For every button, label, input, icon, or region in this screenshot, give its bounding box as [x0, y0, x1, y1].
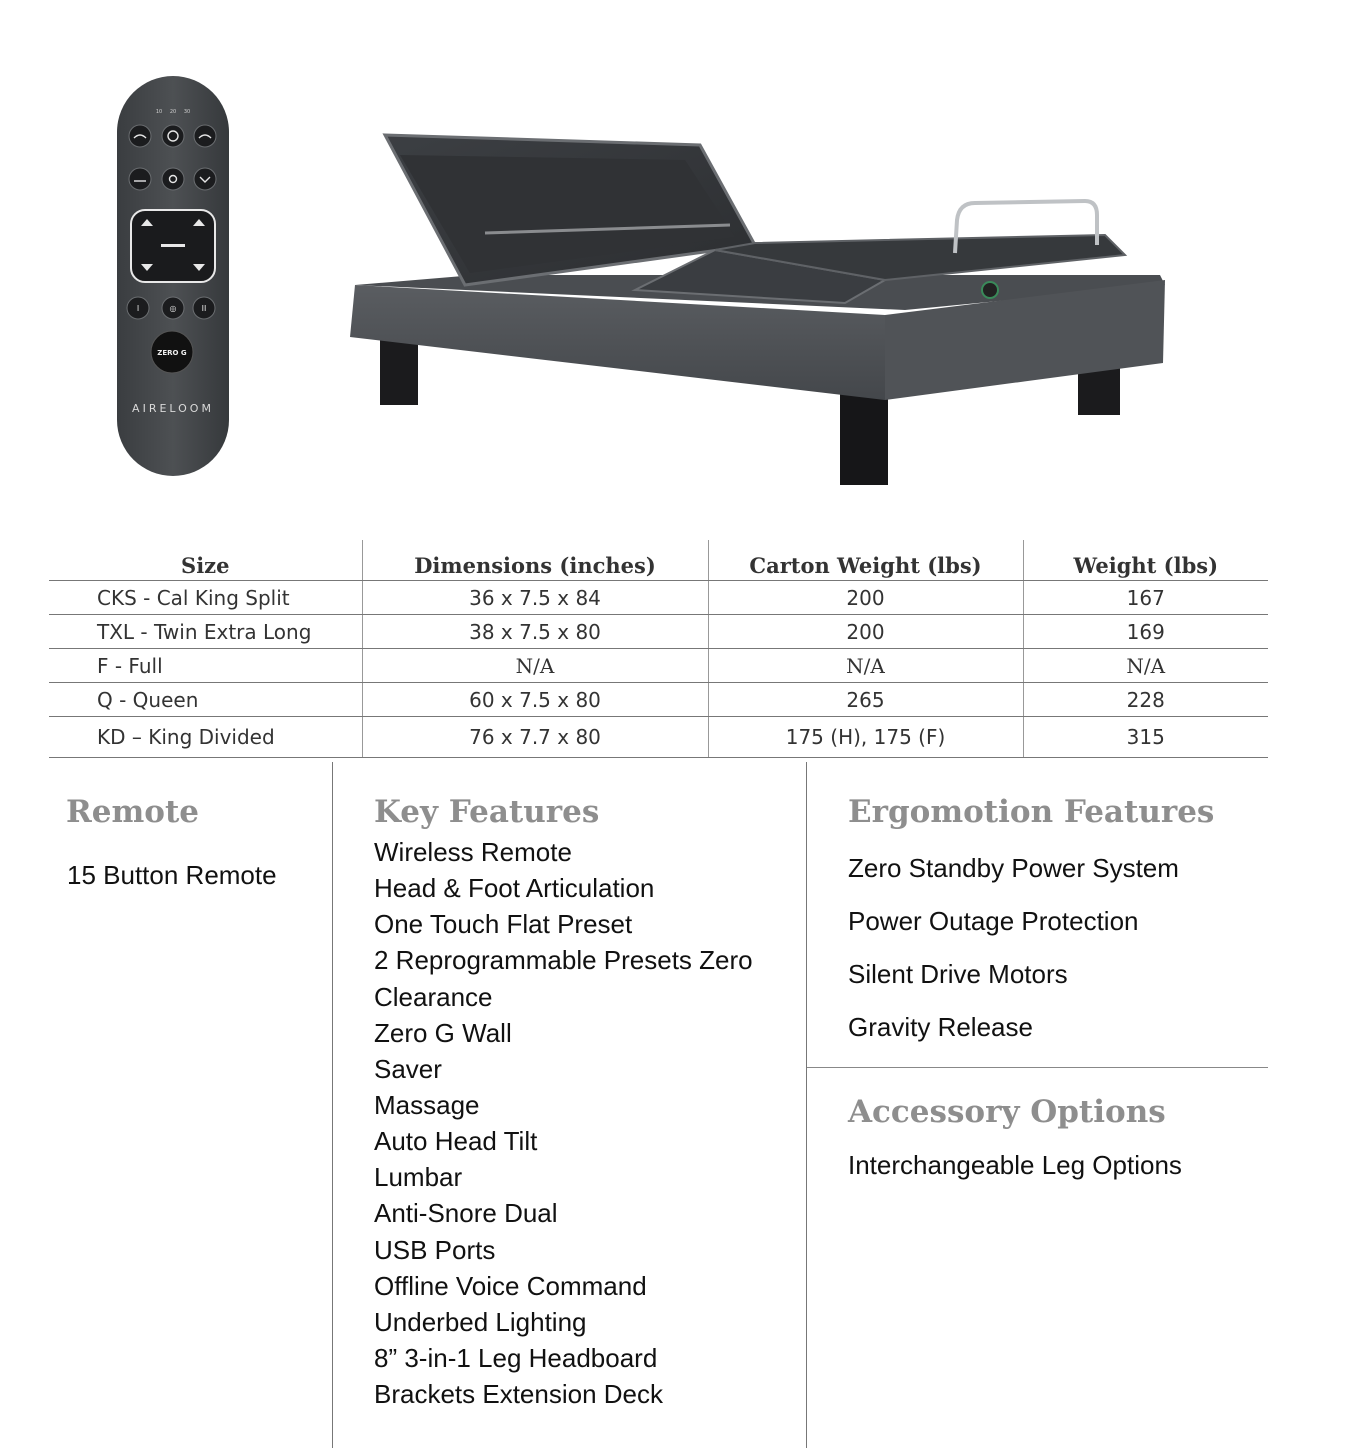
size-spec-table — [49, 540, 1268, 758]
cell-carton-weight: N/A — [708, 649, 1023, 683]
list-item: Clearance — [374, 981, 493, 1012]
list-item: Gravity Release — [848, 1012, 1033, 1042]
list-item: Saver — [374, 1053, 442, 1084]
remote-brand-logo: AIRELOOM — [132, 402, 214, 415]
list-item: Wireless Remote — [374, 837, 572, 867]
ergomotion-features-title: Ergomotion Features — [848, 794, 1215, 830]
massage-head-icon: I — [136, 304, 140, 313]
cell-size: TXL - Twin Extra Long — [49, 615, 362, 649]
cell-dimensions: 60 x 7.5 x 80 — [362, 683, 708, 717]
zero-g-label: ZERO G — [157, 349, 187, 357]
cell-dimensions: 36 x 7.5 x 84 — [362, 581, 708, 615]
list-item: One Touch Flat Preset — [374, 909, 633, 940]
cell-dimensions: 76 x 7.7 x 80 — [362, 717, 708, 758]
light-button[interactable] — [162, 168, 184, 190]
key-features-title: Key Features — [374, 794, 600, 830]
cell-size: F - Full — [49, 649, 362, 683]
accessory-options-title: Accessory Options — [848, 1094, 1166, 1130]
preset-1-button[interactable] — [129, 168, 151, 190]
cell-weight: N/A — [1023, 649, 1268, 683]
preset-2-button[interactable] — [194, 168, 216, 190]
flat-bar-icon — [161, 244, 185, 247]
header-size: Size — [49, 540, 362, 581]
list-item: Head & Foot Articulation — [374, 873, 655, 904]
divider-right — [806, 762, 807, 1448]
list-item: USB Ports — [374, 1234, 496, 1265]
cell-dimensions: 38 x 7.5 x 80 — [362, 615, 708, 649]
list-item: Underbed Lighting — [374, 1306, 587, 1337]
cell-weight: 228 — [1023, 683, 1268, 717]
cell-size: KD – King Divided — [49, 717, 362, 758]
list-item: Power Outage Protection — [848, 906, 1139, 936]
list-item: Anti-Snore Dual — [374, 1198, 558, 1229]
header-carton-weight: Carton Weight (lbs) — [708, 540, 1023, 581]
divider-accessory — [807, 1067, 1268, 1068]
timer-label-10: 10 — [155, 109, 163, 115]
list-item: Zero Standby Power System — [848, 853, 1179, 883]
list-item: Massage — [374, 1089, 480, 1120]
header-dimensions: Dimensions (inches) — [362, 540, 708, 581]
adjustable-bed-image — [345, 125, 1175, 490]
cell-size: Q - Queen — [49, 683, 362, 717]
table-row — [49, 581, 1268, 615]
list-item: Zero G Wall — [374, 1017, 512, 1048]
timer-button[interactable] — [162, 125, 184, 147]
cell-dimensions: N/A — [362, 649, 708, 683]
list-item: Lumbar — [374, 1162, 463, 1193]
massage-mode-icon: ◎ — [169, 304, 177, 313]
divider-left — [332, 762, 333, 1448]
list-item: 2 Reprogrammable Presets Zero — [374, 945, 753, 976]
timer-label-20: 20 — [169, 109, 177, 115]
cell-weight: 169 — [1023, 615, 1268, 649]
list-item: Offline Voice Command — [374, 1270, 647, 1301]
list-item: Auto Head Tilt — [374, 1126, 538, 1157]
table-row — [49, 649, 1268, 683]
list-item: 8” 3-in-1 Leg Headboard — [374, 1342, 658, 1373]
table-row — [49, 683, 1268, 717]
cell-weight: 315 — [1023, 717, 1268, 758]
remote-description: 15 Button Remote — [67, 860, 277, 890]
head-up-button[interactable] — [129, 125, 151, 147]
list-item: Silent Drive Motors — [848, 959, 1068, 989]
cell-carton-weight: 200 — [708, 581, 1023, 615]
table-row — [49, 717, 1268, 758]
table-header-row — [49, 540, 1268, 581]
list-item: Brackets Extension Deck — [374, 1379, 664, 1410]
cell-carton-weight: 200 — [708, 615, 1023, 649]
key-features-list — [374, 834, 753, 1412]
cell-size: CKS - Cal King Split — [49, 581, 362, 615]
timer-label-30: 30 — [183, 109, 191, 115]
table-row — [49, 615, 1268, 649]
cell-carton-weight: 265 — [708, 683, 1023, 717]
header-weight: Weight (lbs) — [1023, 540, 1268, 581]
ergomotion-features-list — [848, 847, 1179, 1059]
remote-control-image — [117, 76, 229, 476]
foot-up-button[interactable] — [194, 125, 216, 147]
accessory-description: Interchangeable Leg Options — [848, 1150, 1182, 1180]
cell-carton-weight: 175 (H), 175 (F) — [708, 717, 1023, 758]
massage-foot-icon: II — [201, 304, 207, 313]
remote-section-title: Remote — [66, 794, 200, 830]
cell-weight: 167 — [1023, 581, 1268, 615]
